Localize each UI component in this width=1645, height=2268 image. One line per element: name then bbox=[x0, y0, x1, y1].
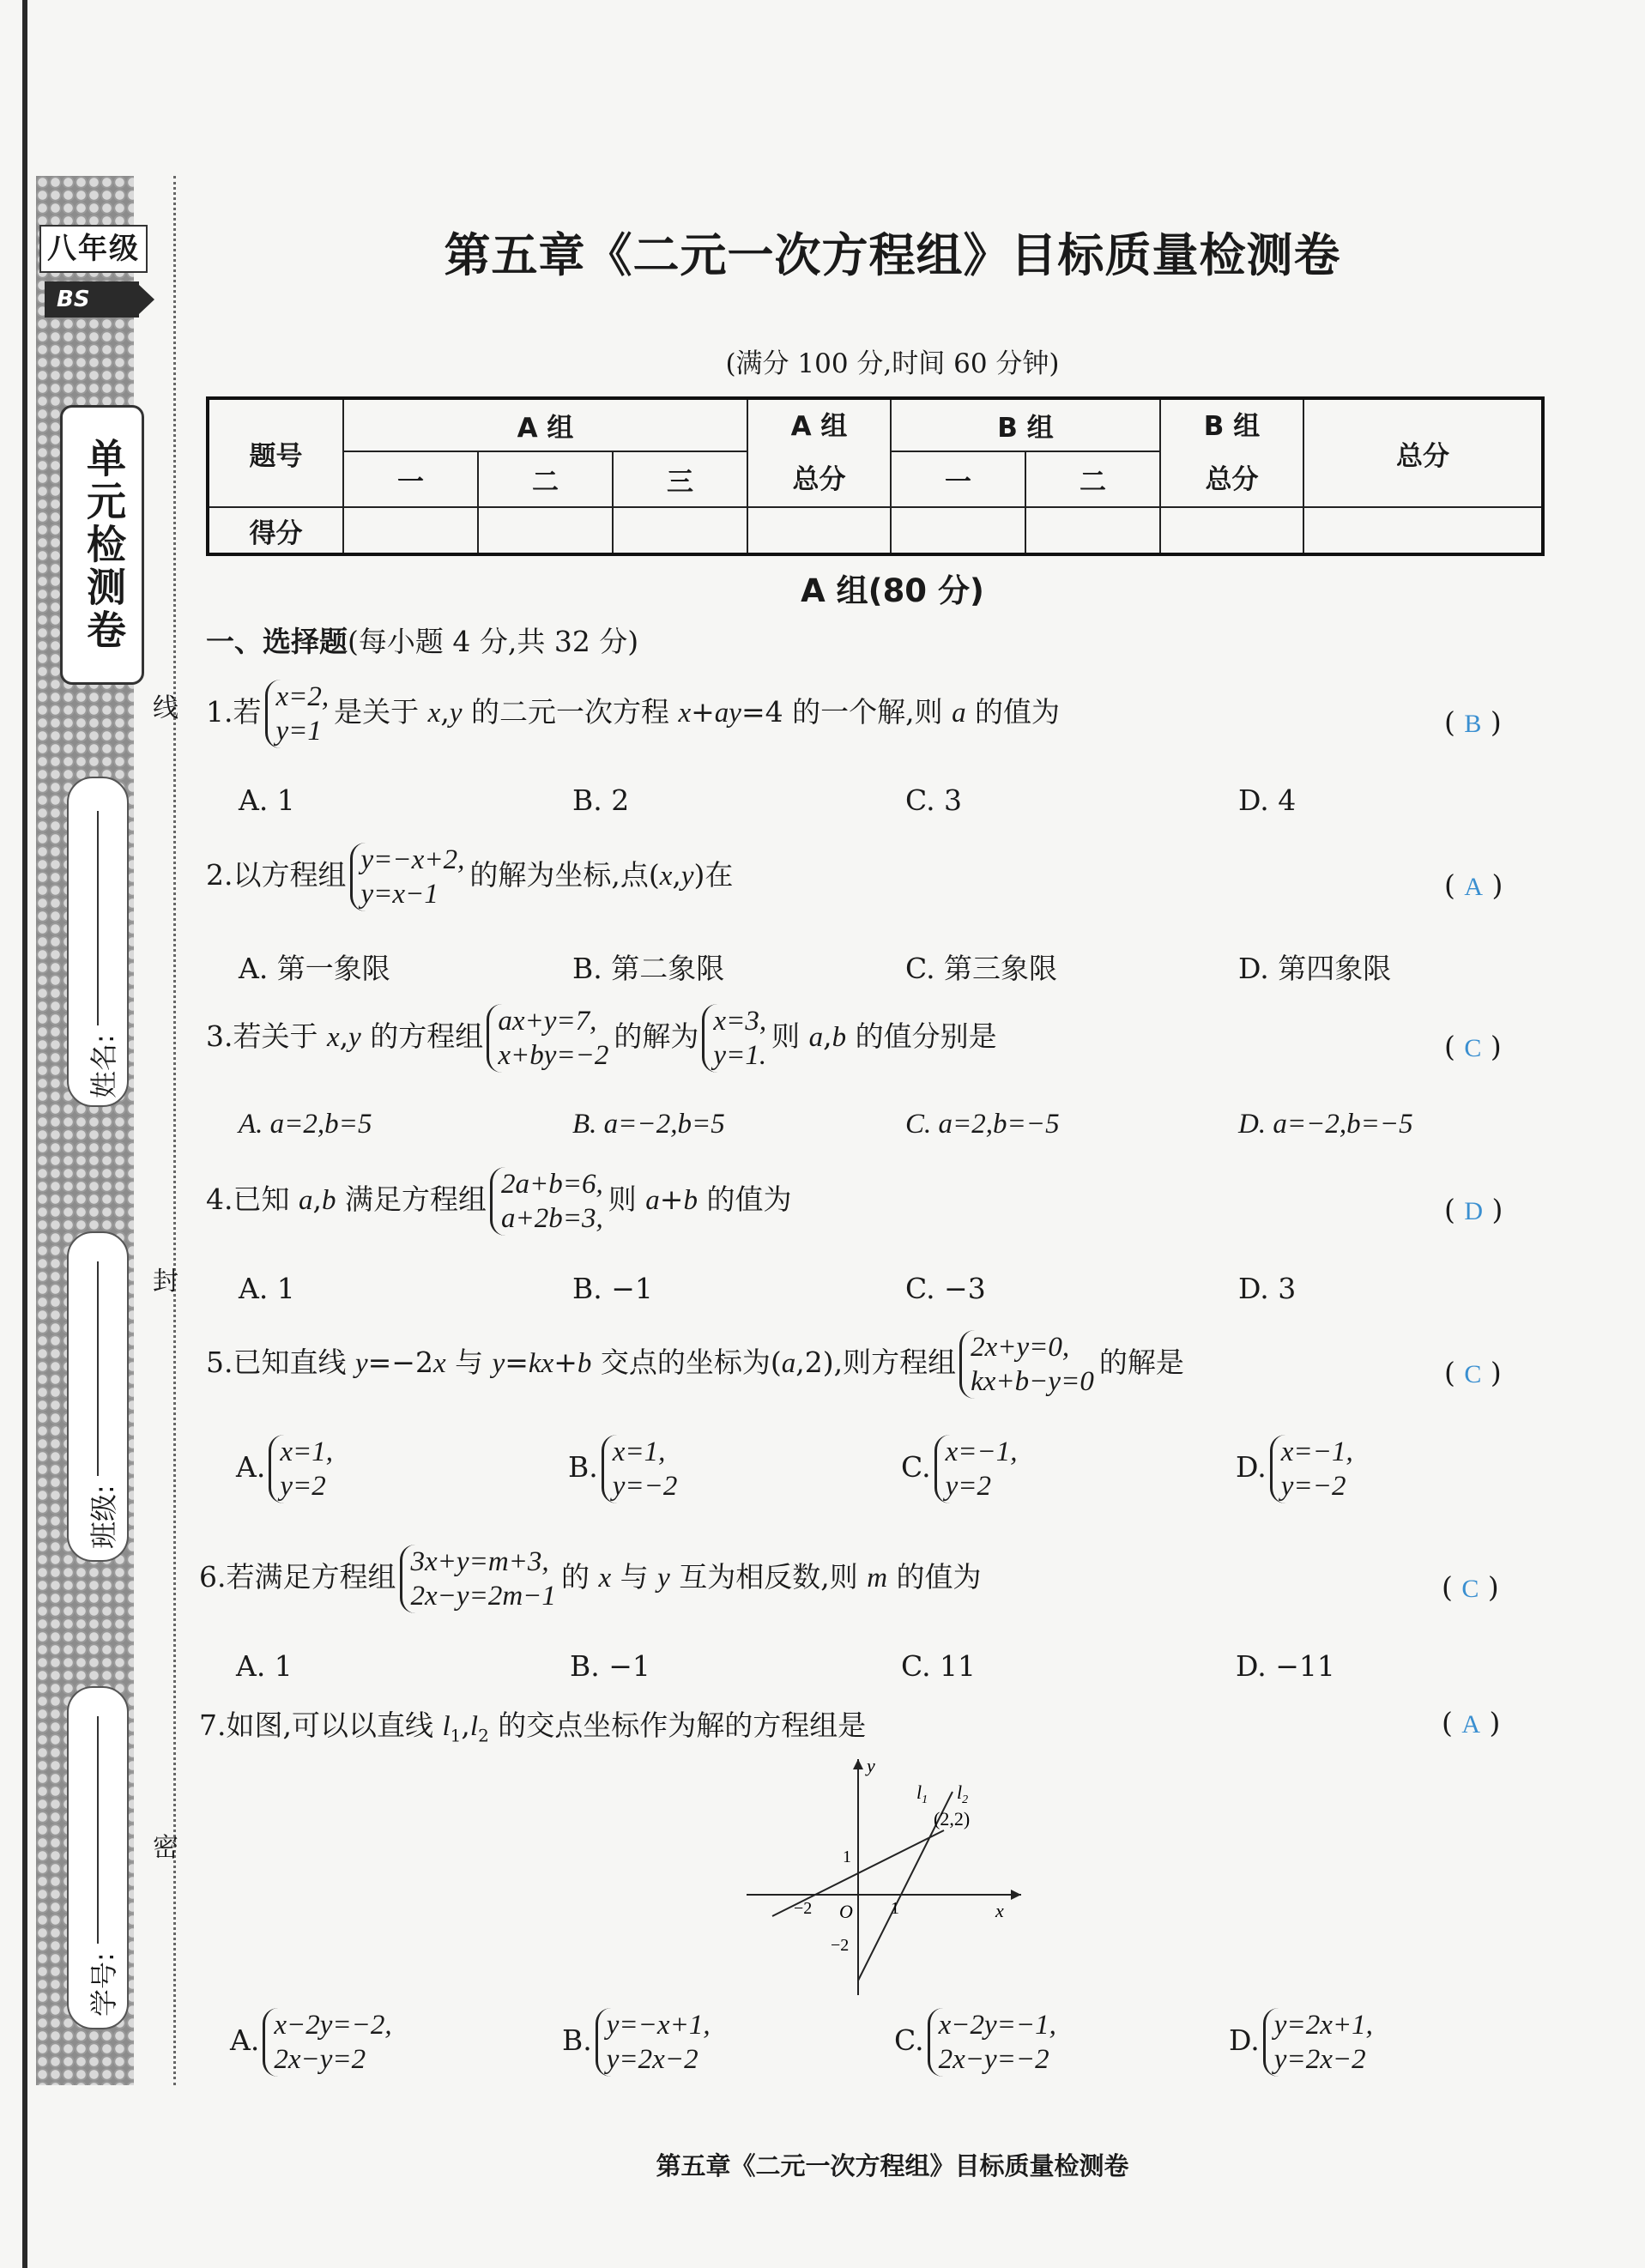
option-5c[interactable]: C. x=−1, y=2 bbox=[901, 1436, 1018, 1502]
option-7b[interactable]: B. y=−x+1, y=2x−2 bbox=[562, 2010, 711, 2075]
score-cell[interactable] bbox=[891, 507, 1025, 554]
option-3c[interactable]: C. a=2,b=−5 bbox=[905, 1109, 1060, 1140]
option-3a[interactable]: A. a=2,b=5 bbox=[239, 1109, 372, 1140]
cut-line bbox=[173, 176, 176, 2085]
option-1a[interactable]: A. 1 bbox=[239, 783, 295, 817]
intersection-label: (2,2) bbox=[934, 1808, 971, 1830]
option-6a[interactable]: A. 1 bbox=[236, 1649, 293, 1683]
option-2b[interactable]: B. 第二象限 bbox=[572, 952, 725, 985]
option-2a[interactable]: A. 第一象限 bbox=[239, 952, 390, 985]
option-6b[interactable]: B. −1 bbox=[570, 1649, 650, 1683]
cut-mark-line: 线 bbox=[153, 693, 178, 723]
answer-slot-2: ( A ) bbox=[1444, 868, 1503, 902]
answer-slot-3: ( C ) bbox=[1444, 1030, 1502, 1063]
group-a-header: A 组 bbox=[343, 398, 747, 451]
y-axis-label: y bbox=[867, 1755, 875, 1776]
cut-mark-secret: 密 bbox=[153, 1833, 178, 1863]
score-cell[interactable] bbox=[1025, 507, 1160, 554]
option-1b[interactable]: B. 2 bbox=[572, 783, 630, 817]
option-4b[interactable]: B. −1 bbox=[572, 1272, 653, 1305]
group-b-header: B 组 bbox=[891, 398, 1160, 451]
answer-slot-7: ( A ) bbox=[1442, 1706, 1501, 1739]
tick-x-neg: −2 bbox=[794, 1899, 813, 1918]
student-id-field-label: 学号: bbox=[88, 1952, 120, 2017]
col-title: 题号 bbox=[208, 398, 343, 507]
question-7: 7.如图,可以以直线 $l_1,l_2$ 的交点坐标作为解的方程组是 bbox=[199, 1709, 867, 1746]
option-3b[interactable]: B. a=−2,b=5 bbox=[572, 1109, 725, 1140]
answer-slot-4: ( D ) bbox=[1444, 1193, 1503, 1226]
score-table bbox=[206, 396, 1545, 556]
question-6: 6.若满足方程组 3x+y=m+3, 2x−y=2m−1的 x 与 y 互为相反数,则 m 的值为 bbox=[199, 1546, 982, 1612]
score-cell[interactable] bbox=[747, 507, 891, 554]
y-axis-arrow-icon bbox=[853, 1759, 863, 1769]
edition-arrow-icon bbox=[139, 285, 154, 314]
tick-y-neg: −2 bbox=[831, 1936, 850, 1955]
total-header: 总分 bbox=[1303, 398, 1543, 507]
question-5: 5.已知直线 y=−2x 与 y=kx+b 交点的坐标为(a,2),则方程组 2x+y=0, kx+b−y=0的解是 bbox=[206, 1332, 1184, 1397]
binding-edge bbox=[22, 0, 27, 2268]
option-4a[interactable]: A. 1 bbox=[239, 1272, 295, 1305]
option-7c[interactable]: C. x−2y=−1, 2x−y=−2 bbox=[894, 2010, 1056, 2075]
option-6c[interactable]: C. 11 bbox=[901, 1649, 977, 1683]
score-cell[interactable] bbox=[343, 507, 478, 554]
score-cell[interactable] bbox=[1160, 507, 1303, 554]
question-2: 2.以方程组 y=−x+2, y=x−1的解为坐标,点(x,y)在 bbox=[206, 844, 734, 910]
option-5d[interactable]: D. x=−1, y=−2 bbox=[1236, 1436, 1353, 1502]
answer-slot-1: ( B ) bbox=[1444, 705, 1502, 739]
option-7a[interactable]: A. x−2y=−2, 2x−y=2 bbox=[230, 2010, 392, 2075]
question-3: 3.若关于 x,y 的方程组 ax+y=7, x+by=−2的解为 x=3, y=1.则 a,b 的值分别是 bbox=[206, 1006, 997, 1071]
answer-slot-6: ( C ) bbox=[1442, 1570, 1499, 1604]
question-1: 1.若 x=2, y=1是关于 x,y 的二元一次方程 x+ay=4 的一个解,则 a 的值为 bbox=[206, 681, 1061, 747]
student-id-field-line[interactable] bbox=[97, 1716, 99, 1944]
group-b-total-header: B 组 总分 bbox=[1160, 398, 1303, 507]
option-3d[interactable]: D. a=−2,b=−5 bbox=[1238, 1109, 1413, 1140]
l2-label: $l_2$ bbox=[957, 1781, 969, 1806]
name-field-line[interactable] bbox=[97, 811, 99, 1025]
class-field-line[interactable] bbox=[97, 1261, 99, 1476]
coordinate-graph bbox=[738, 1751, 1030, 1999]
part-heading: 一、选择题(每小题 4 分,共 32 分) bbox=[206, 625, 639, 658]
grade-label: 八年级 bbox=[39, 225, 148, 273]
option-5a[interactable]: A. x=1, y=2 bbox=[236, 1436, 333, 1502]
page-footer: 第五章《二元一次方程组》目标质量检测卷 bbox=[656, 2151, 1129, 2180]
group-a-col-1: 一 bbox=[343, 451, 478, 507]
option-4c[interactable]: C. −3 bbox=[905, 1272, 986, 1305]
group-a-total-header: A 组 总分 bbox=[747, 398, 891, 507]
tick-x-pos: 1 bbox=[891, 1899, 899, 1918]
section-title: A 组(80 分) bbox=[801, 572, 984, 609]
option-7d[interactable]: D. y=2x+1, y=2x−2 bbox=[1229, 2010, 1373, 2075]
score-cell[interactable] bbox=[478, 507, 613, 554]
origin-label: O bbox=[839, 1901, 853, 1922]
group-b-col-2: 二 bbox=[1025, 451, 1160, 507]
unit-test-label: 单元检测卷 bbox=[60, 405, 144, 685]
group-b-col-1: 一 bbox=[891, 451, 1025, 507]
option-2d[interactable]: D. 第四象限 bbox=[1238, 952, 1392, 985]
option-4d[interactable]: D. 3 bbox=[1238, 1272, 1297, 1305]
option-1d[interactable]: D. 4 bbox=[1238, 783, 1297, 817]
page-title: 第五章《二元一次方程组》目标质量检测卷 bbox=[444, 228, 1341, 282]
name-field-label: 姓名: bbox=[88, 1034, 120, 1098]
option-6d[interactable]: D. −11 bbox=[1236, 1649, 1335, 1683]
l1-label: $l_1$ bbox=[916, 1781, 928, 1806]
answer-slot-5: ( C ) bbox=[1444, 1356, 1502, 1389]
edition-tag: BS bbox=[45, 281, 139, 318]
score-cell[interactable] bbox=[613, 507, 747, 554]
option-1c[interactable]: C. 3 bbox=[905, 783, 963, 817]
group-a-col-3: 三 bbox=[613, 451, 747, 507]
option-5b[interactable]: B. x=1, y=−2 bbox=[568, 1436, 678, 1502]
question-4: 4.已知 a,b 满足方程组 2a+b=6, a+2b=3,则 a+b 的值为 bbox=[206, 1169, 792, 1234]
group-a-col-2: 二 bbox=[478, 451, 613, 507]
x-axis-arrow-icon bbox=[1011, 1890, 1021, 1900]
cut-mark-seal: 封 bbox=[153, 1267, 178, 1297]
score-cell[interactable] bbox=[1303, 507, 1543, 554]
page-subtitle: (满分 100 分,时间 60 分钟) bbox=[725, 348, 1060, 379]
option-2c[interactable]: C. 第三象限 bbox=[905, 952, 1058, 985]
tick-y-pos: 1 bbox=[843, 1848, 851, 1866]
score-row-label: 得分 bbox=[208, 507, 343, 554]
class-field-label: 班级: bbox=[88, 1485, 120, 1549]
x-axis-label: x bbox=[995, 1900, 1004, 1921]
